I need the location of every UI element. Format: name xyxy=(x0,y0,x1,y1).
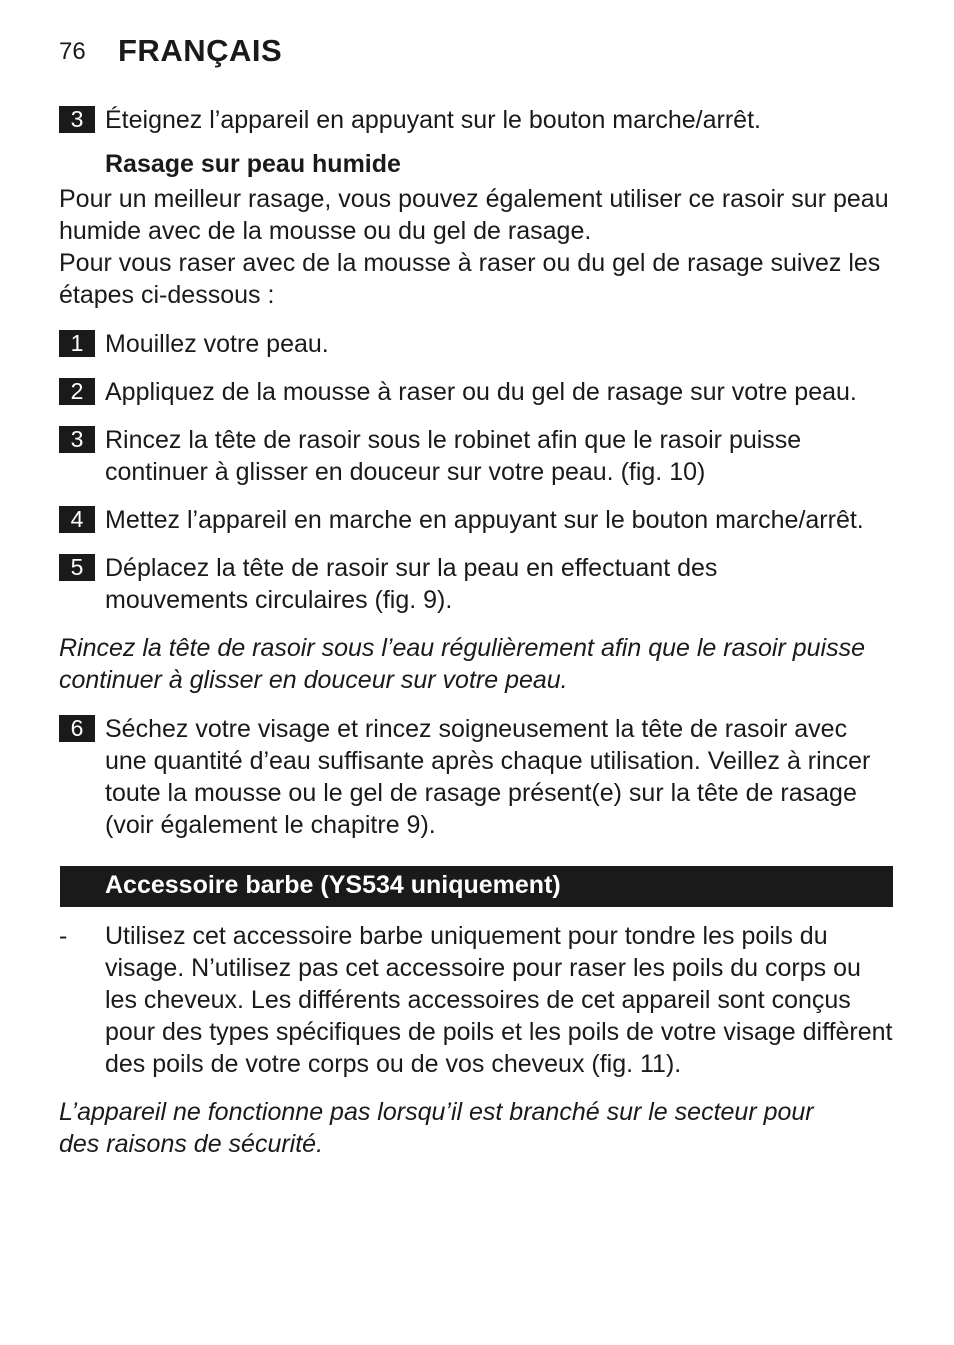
section-banner xyxy=(60,866,893,907)
step-text: Appliquez de la mousse à raser ou du gel de rasage sur votre peau. xyxy=(105,378,857,406)
step-number-badge: 3 xyxy=(59,426,95,453)
bullet-marker: - xyxy=(59,922,68,950)
step-text: Éteignez l’appareil en appuyant sur le bouton marche/arrêt. xyxy=(105,106,761,134)
step-number-badge: 5 xyxy=(59,554,95,581)
paragraph: Pour vous raser avec de la mousse à raser ou du gel de rasage suivez les étapes ci-dessous : xyxy=(59,249,881,309)
step-number-badge: 1 xyxy=(59,330,95,357)
note-text: L’appareil ne fonctionne pas lorsqu’il est branché sur le secteur pour des raisons de sécurité. xyxy=(59,1098,814,1158)
bullet-text: Utilisez cet accessoire barbe uniquement pour tondre les poils du visage. N’utilisez pas cet accessoire pour raser les poils du corps ou les cheveux. Les différents accessoires de cet appareil sont conçus pour des types spécifiques de poils et les poils de votre visage diffèrent des poils de votre corps ou de vos cheveux (fig. 11). xyxy=(105,922,893,1078)
paragraph: Pour un meilleur rasage, vous pouvez également utiliser ce rasoir sur peau humide avec de la mousse ou du gel de rasage. xyxy=(59,185,889,245)
step-text: Déplacez la tête de rasoir sur la peau en effectuant des mouvements circulaires (fig. 9). xyxy=(105,554,718,614)
step-text: Mouillez votre peau. xyxy=(105,330,329,358)
step-number-badge: 4 xyxy=(59,506,95,533)
section-heading: Rasage sur peau humide xyxy=(105,150,401,178)
page-title: FRANÇAIS xyxy=(118,33,283,68)
step-text: Séchez votre visage et rincez soigneusement la tête de rasoir avec une quantité d’eau suffisante après chaque utilisation. Veillez à rincer toute la mousse ou le gel de rasage présent(e) sur la tête de rasage (voir également le chapitre 9). xyxy=(105,715,871,839)
step-number-badge: 6 xyxy=(59,715,95,742)
banner-title: Accessoire barbe (YS534 uniquement) xyxy=(105,871,561,899)
tip-text: Rincez la tête de rasoir sous l’eau régulièrement afin que le rasoir puisse continuer à glisser en douceur sur votre peau. xyxy=(59,634,865,694)
step-text: Rincez la tête de rasoir sous le robinet afin que le rasoir puisse continuer à glisser en douceur sur votre peau. (fig. 10) xyxy=(105,426,802,486)
step-number-badge: 3 xyxy=(59,106,95,133)
page-number: 76 xyxy=(59,38,86,65)
step-text: Mettez l’appareil en marche en appuyant sur le bouton marche/arrêt. xyxy=(105,506,864,534)
step-number-badge: 2 xyxy=(59,378,95,405)
